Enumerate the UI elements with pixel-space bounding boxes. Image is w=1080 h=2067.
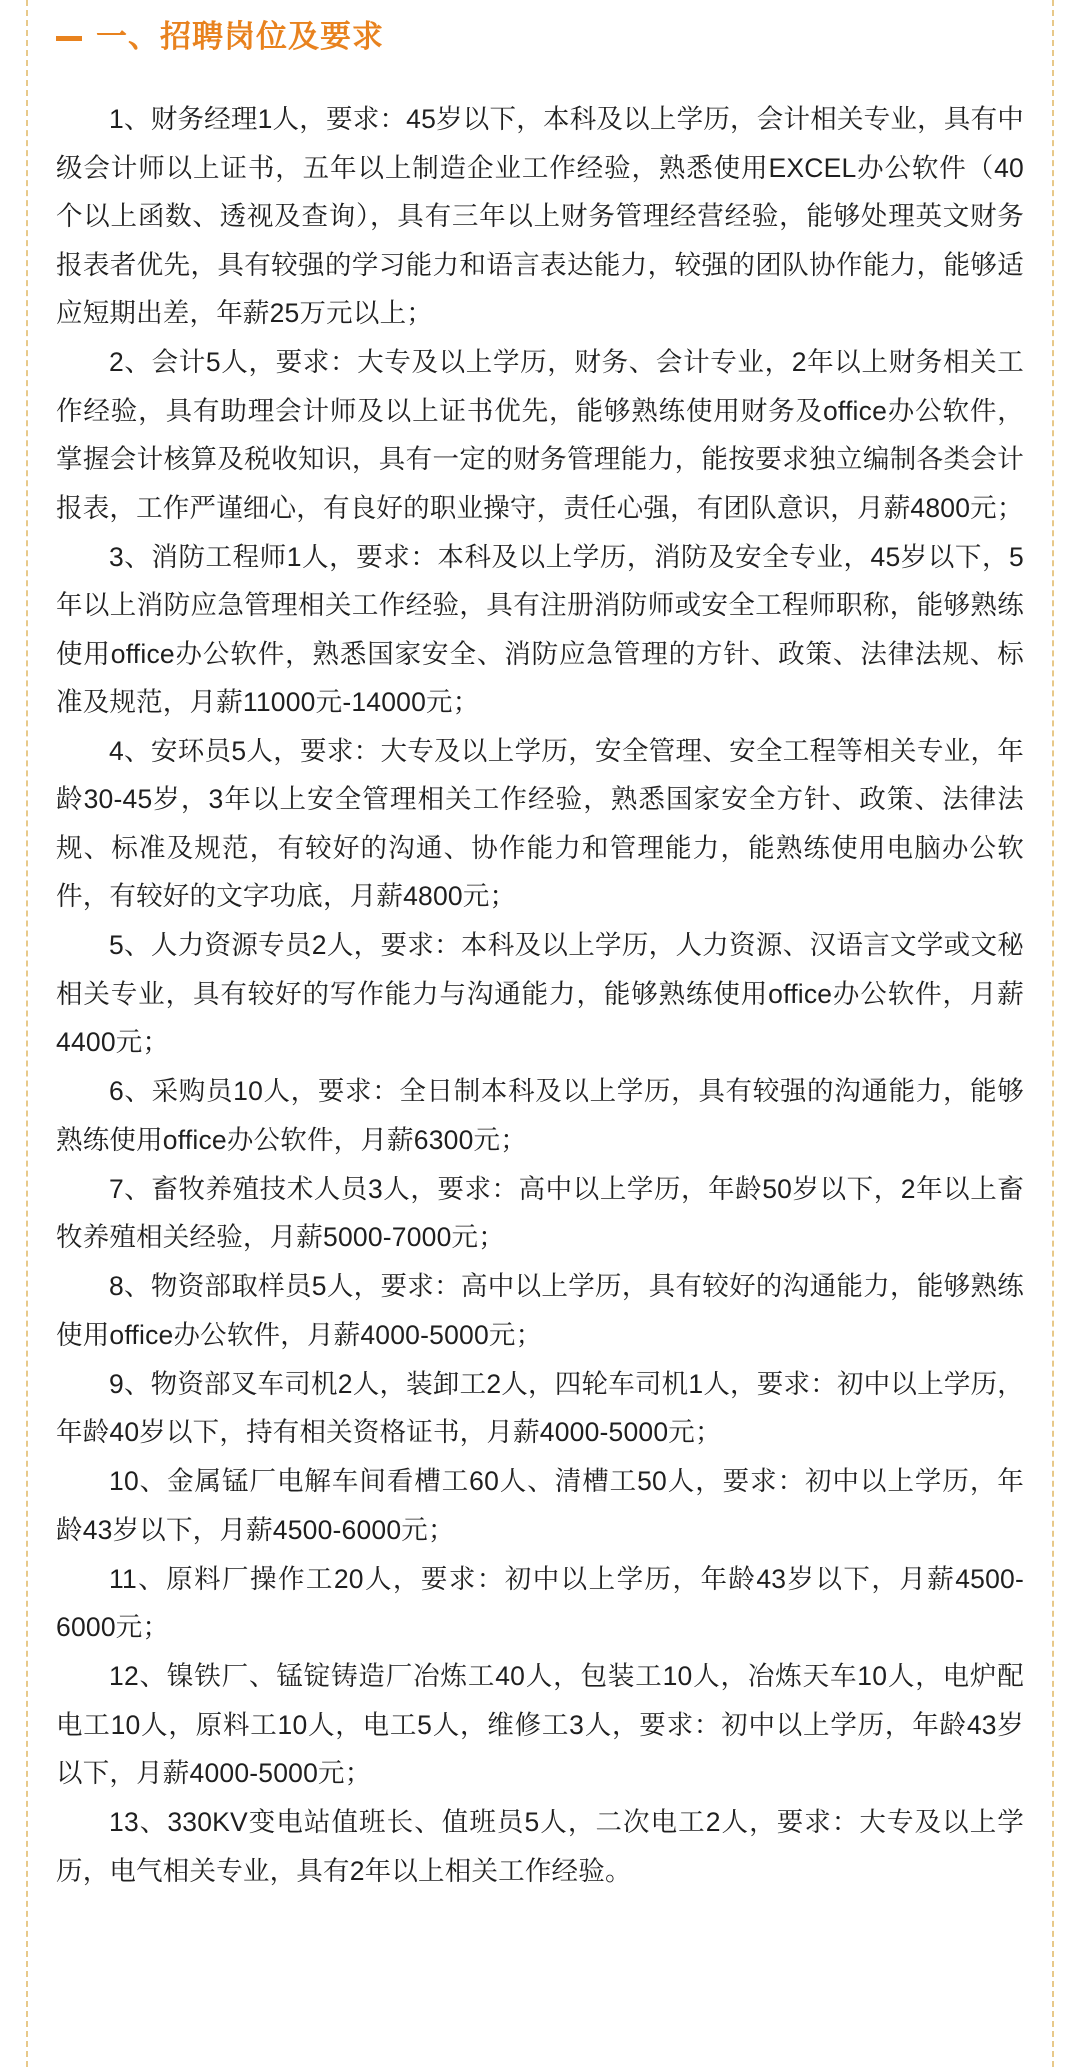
list-item: 10、金属锰厂电解车间看槽工60人、清槽工50人，要求：初中以上学历，年龄43岁以下，月薪4500-6000元； xyxy=(56,1466,1024,1545)
list-item: 4、安环员5人，要求：大专及以上学历，安全管理、安全工程等相关专业，年龄30-45岁，3年以上安全管理相关工作经验，熟悉国家安全方针、政策、法律法规、标准及规范，有较好的沟通、协作能力和管理能力，能熟练使用电脑办公软件，有较好的文字功底，月薪4800元； xyxy=(56,735,1024,912)
list-item: 2、会计5人，要求：大专及以上学历，财务、会计专业，2年以上财务相关工作经验，具有助理会计师及以上证书优先，能够熟练使用财务及office办公软件，掌握会计核算及税收知识，具有一定的财务管理能力，能按要求独立编制各类会计报表，工作严谨细心，有良好的职业操守，责任心强，有团队意识，月薪4800元； xyxy=(56,347,1024,523)
list-item: 11、原料厂操作工20人，要求：初中以上学历，年龄43岁以下，月薪4500-6000元； xyxy=(56,1563,1024,1643)
section-heading xyxy=(56,0,1024,65)
page-title: 一、招聘岗位及要求 xyxy=(96,19,384,54)
list-item: 7、畜牧养殖技术人员3人，要求：高中以上学历，年龄50岁以下，2年以上畜牧养殖相关经验，月薪5000-7000元； xyxy=(56,1173,1024,1253)
list-item: 5、人力资源专员2人，要求：本科及以上学历，人力资源、汉语言文学或文秘相关专业，具有较好的写作能力与沟通能力，能够熟练使用office办公软件，月薪4400元； xyxy=(56,930,1024,1058)
heading-accent-bar-icon xyxy=(56,36,82,41)
job-requirements-list xyxy=(56,95,1024,1895)
list-item: 13、330KV变电站值班长、值班员5人，二次电工2人，要求：大专及以上学历，电气相关专业，具有2年以上相关工作经验。 xyxy=(56,1807,1024,1886)
list-item: 9、物资部叉车司机2人，装卸工2人，四轮车司机1人，要求：初中以上学历，年龄40岁以下，持有相关资格证书，月薪4000-5000元； xyxy=(56,1368,1024,1448)
list-item: 1、财务经理1人，要求：45岁以下，本科及以上学历，会计相关专业，具有中级会计师以上证书，五年以上制造企业工作经验，熟悉使用EXCEL办公软件（40个以上函数、透视及查询），具有三年以上财务管理经营经验，能够处理英文财务报表者优先，具有较强的学习能力和语言表达能力，较强的团队协作能力，能够适应短期出差，年薪25万元以上； xyxy=(56,104,1024,329)
list-item: 6、采购员10人，要求：全日制本科及以上学历，具有较强的沟通能力，能够熟练使用office办公软件，月薪6300元； xyxy=(56,1076,1024,1155)
list-item: 3、消防工程师1人，要求：本科及以上学历，消防及安全专业，45岁以下，5年以上消防应急管理相关工作经验，具有注册消防师或安全工程师职称，能够熟练使用office办公软件，熟悉国家安全、消防应急管理的方针、政策、法律法规、标准及规范，月薪11000元-14000元； xyxy=(56,541,1024,717)
list-item: 8、物资部取样员5人，要求：高中以上学历，具有较好的沟通能力，能够熟练使用office办公软件，月薪4000-5000元； xyxy=(56,1271,1024,1350)
list-item: 12、镍铁厂、锰锭铸造厂冶炼工40人，包装工10人，冶炼天车10人，电炉配电工10人，原料工10人，电工5人，维修工3人，要求：初中以上学历，年龄43岁以下，月薪4000-5000元； xyxy=(56,1661,1024,1789)
